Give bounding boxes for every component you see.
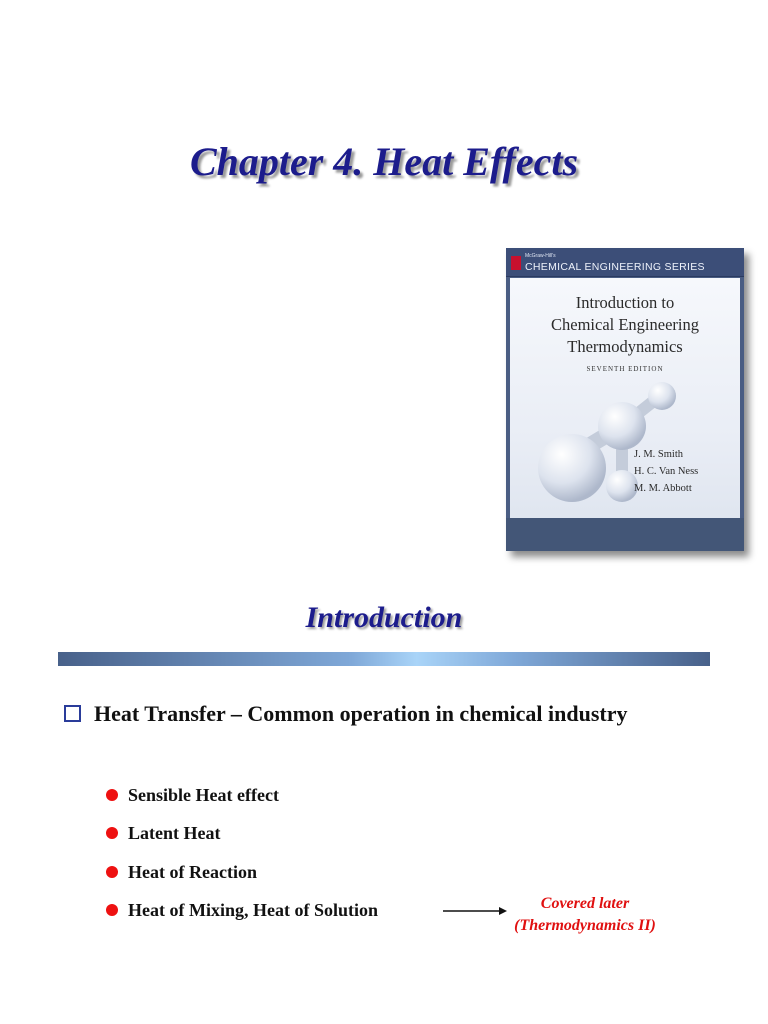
- right-arrow-icon: [443, 905, 507, 917]
- checkbox-icon: [64, 705, 81, 722]
- book-title-line: Introduction to: [575, 293, 675, 312]
- book-author: J. M. Smith: [634, 449, 684, 460]
- book-title-line: Thermodynamics: [567, 337, 683, 356]
- slide-title: Chapter 4. Heat Effects: [189, 139, 579, 184]
- book-bottom-band: [506, 518, 744, 551]
- book-series: CHEMICAL ENGINEERING SERIES: [525, 261, 705, 273]
- main-bullet-text: Heat Transfer – Common operation in chemical industry: [94, 701, 628, 726]
- section-divider: [58, 652, 710, 666]
- list-item-text: Heat of Reaction: [128, 862, 257, 882]
- book-series-label: McGraw-Hill's: [525, 253, 556, 259]
- book-title: [510, 292, 740, 358]
- red-dot-icon: [106, 789, 118, 801]
- note-line: Covered later: [540, 895, 630, 912]
- book-title-line: Chemical Engineering: [551, 315, 699, 334]
- list-item-text: Latent Heat: [128, 823, 221, 843]
- book-author: M. M. Abbott: [634, 483, 692, 494]
- red-dot-icon: [106, 904, 118, 916]
- red-dot-icon: [106, 866, 118, 878]
- note-covered-later: [500, 893, 670, 937]
- book-edition: SEVENTH EDITION: [586, 365, 664, 373]
- list-item-text: Heat of Mixing, Heat of Solution: [128, 900, 378, 920]
- mcgraw-hill-logo: [511, 256, 521, 270]
- book-author: H. C. Van Ness: [634, 466, 699, 477]
- book-authors: [634, 446, 698, 497]
- book-cover-art: [510, 278, 740, 546]
- section-title: Introduction: [305, 601, 463, 634]
- book-cover-image: [506, 248, 744, 551]
- note-line: (Thermodynamics II): [514, 917, 656, 934]
- book-series-band: [506, 248, 744, 277]
- list-item-text: Sensible Heat effect: [128, 785, 279, 805]
- red-dot-icon: [106, 827, 118, 839]
- main-bullet: [64, 693, 684, 735]
